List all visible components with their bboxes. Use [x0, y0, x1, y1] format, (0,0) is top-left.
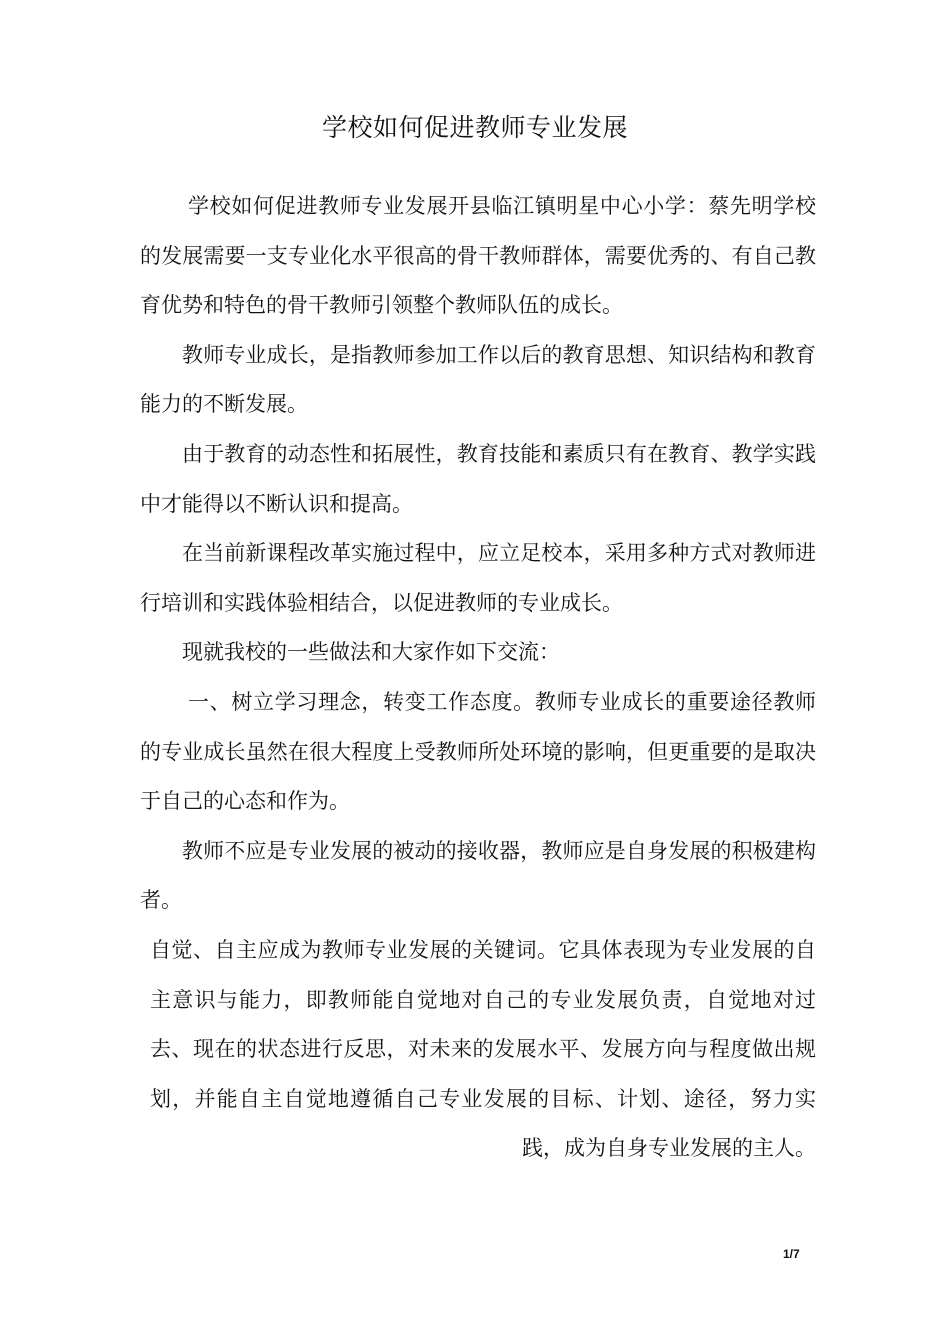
document-body [140, 182, 816, 1174]
paragraph: 教师不应是专业发展的被动的接收器，教师应是自身发展的积极建构者。 [140, 838, 816, 913]
paragraph: 一、树立学习理念，转变工作态度。教师专业成长的重要途径教师的专业成长虽然在很大程度上受教师所处环境的影响，但更重要的是取决于自己的心态和作为。 [140, 689, 816, 814]
paragraph: 由于教育的动态性和拓展性，教育技能和素质只有在教育、教学实践中才能得以不断认识和提高。 [140, 441, 816, 516]
paragraph: 自觉、自主应成为教师专业发展的关键词。它具体表现为专业发展的自主意识与能力，即教师能自觉地对自己的专业发展负责，自觉地对过去、现在的状态进行反思，对未来的发展水平、发展方向与程度做出规划，并能自主自觉地遵循自己专业发展的目标、计划、途径，努力实践，成为自身专业发展的主人。 [150, 937, 816, 1161]
paragraph: 现就我校的一些做法和大家作如下交流： [182, 640, 560, 665]
page-number: 1/7 [783, 1247, 800, 1261]
paragraph: 教师专业成长，是指教师参加工作以后的教育思想、知识结构和教育能力的不断发展。 [140, 342, 816, 417]
paragraph: 学校如何促进教师专业发展开县临江镇明星中心小学：蔡先明学校的发展需要一支专业化水平很高的骨干教师群体，需要优秀的、有自己教育优势和特色的骨干教师引领整个教师队伍的成长。 [140, 194, 816, 318]
paragraph: 在当前新课程改革实施过程中，应立足校本，采用多种方式对教师进行培训和实践体验相结合，以促进教师的专业成长。 [140, 541, 816, 615]
document-title: 学校如何促进教师专业发展 [321, 113, 628, 142]
